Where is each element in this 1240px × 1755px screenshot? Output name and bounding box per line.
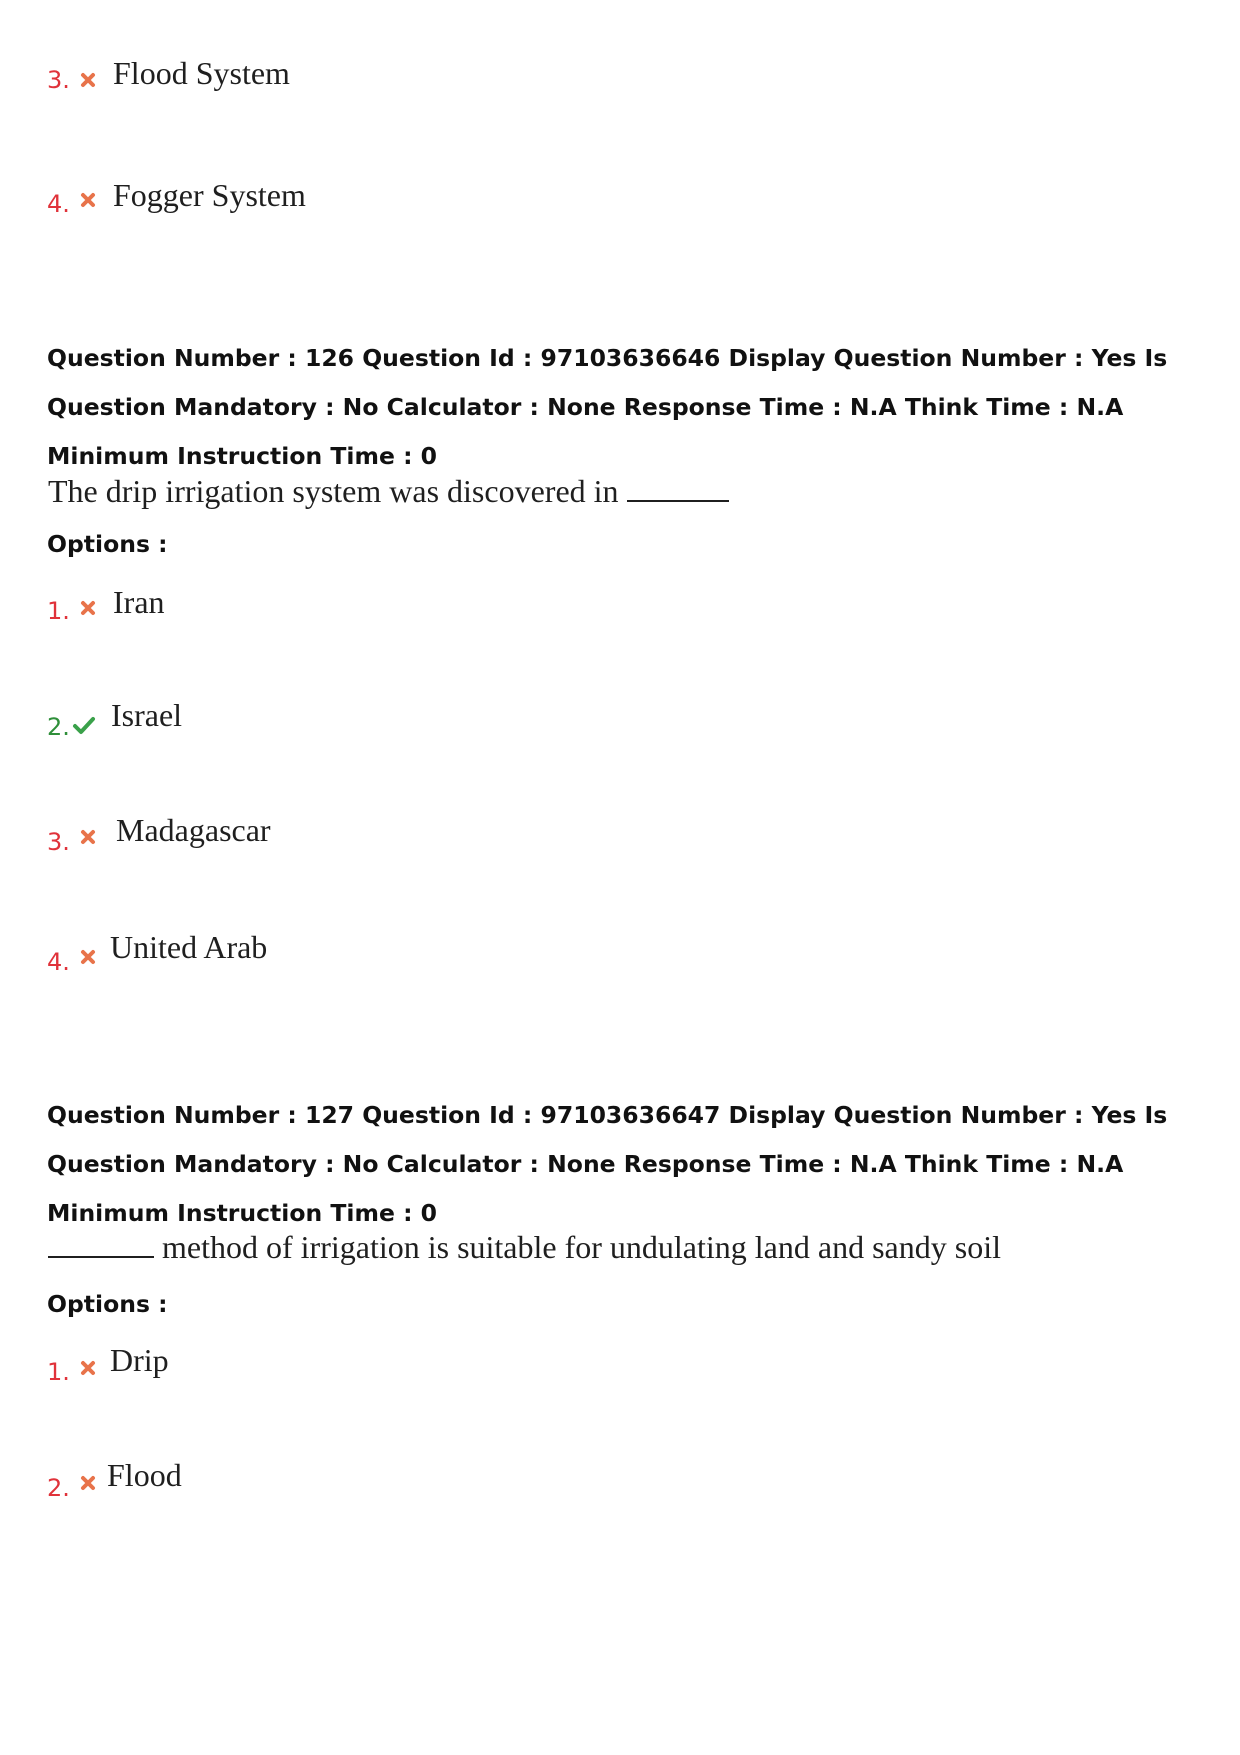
- option-text: Drip: [110, 1342, 169, 1378]
- cross-icon: [77, 946, 99, 968]
- option-text: United Arab: [110, 929, 268, 965]
- option-text: Flood: [107, 1457, 182, 1493]
- option-text: Madagascar: [116, 812, 271, 848]
- question-metadata: Question Number : 127 Question Id : 97103636647 Display Question Number : Yes Is Question Mandatory : No Calculator : None Response Time : N.A Think Time : N.A Minimum Instruction Time : 0: [47, 1101, 1168, 1227]
- question-text-part: The drip irrigation system was discovered in: [48, 473, 627, 509]
- cross-icon: [77, 597, 99, 619]
- options-label: Options :: [47, 530, 168, 558]
- option-text: Iran: [113, 584, 165, 620]
- answer-blank: [48, 1230, 154, 1258]
- question-metadata: Question Number : 126 Question Id : 97103636646 Display Question Number : Yes Is Question Mandatory : No Calculator : None Response Time : N.A Think Time : N.A Minimum Instruction Time : 0: [47, 344, 1168, 470]
- question-text: [48, 472, 729, 510]
- option-number: 3.: [47, 828, 70, 856]
- options-label: Options :: [47, 1290, 168, 1318]
- option-number: 4.: [47, 948, 70, 976]
- option-number: 3.: [47, 66, 70, 94]
- option-number: 2.: [47, 713, 70, 741]
- option-number: 1.: [47, 597, 70, 625]
- option-number: 2.: [47, 1474, 70, 1502]
- cross-icon: [77, 1472, 99, 1494]
- option-text: Israel: [111, 697, 183, 733]
- cross-icon: [77, 189, 99, 211]
- option-number: 1.: [47, 1358, 70, 1386]
- cross-icon: [77, 1357, 99, 1379]
- question-text-part: method of irrigation is suitable for undulating land and sandy soil: [154, 1229, 1001, 1265]
- option-number: 4.: [47, 190, 70, 218]
- cross-icon: [77, 826, 99, 848]
- cross-icon: [77, 69, 99, 91]
- answer-blank: [627, 474, 729, 502]
- question-text: [48, 1228, 1001, 1266]
- option-text: Flood System: [113, 55, 290, 91]
- option-text: Fogger System: [113, 177, 306, 213]
- check-icon: [71, 712, 97, 738]
